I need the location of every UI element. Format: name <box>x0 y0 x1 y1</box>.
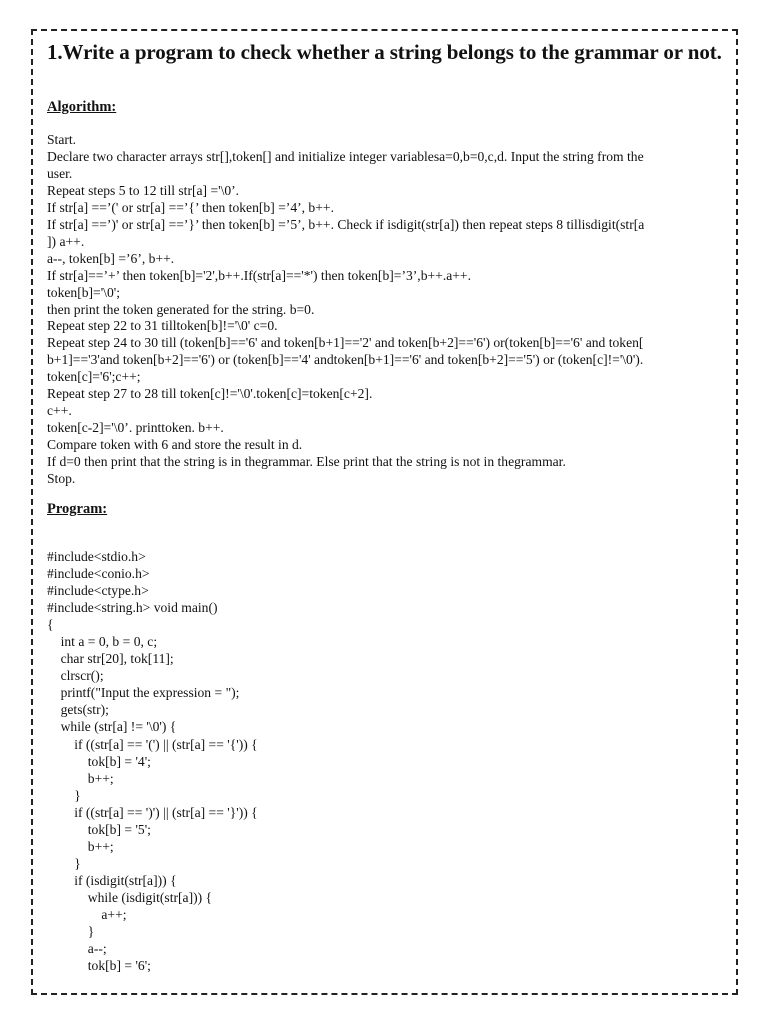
code-line: #include<stdio.h> <box>47 549 146 564</box>
algorithm-line: Stop. <box>47 471 76 487</box>
algorithm-line: Repeat step 24 to 30 till (token[b]=='6' and token[b+1]=='2' and token[b+2]=='6') or(token[b]=='6' and token[ <box>47 335 644 351</box>
code-line: if ((str[a] == '(') || (str[a] == '{')) { <box>47 736 258 752</box>
code-line: a++; <box>47 906 127 922</box>
algorithm-line: If str[a] ==’(' or str[a] ==’{’ then token[b] =’4’, b++. <box>47 199 334 215</box>
algorithm-line: Declare two character arrays str[],token[] and initialize integer variablesa=0,b=0,c,d. Input the string from the <box>47 148 644 164</box>
code-line: b++; <box>47 838 114 854</box>
code-line: tok[b] = '5'; <box>47 821 151 837</box>
page-title: 1.Write a program to check whether a string belongs to the grammar or not. <box>47 40 722 64</box>
code-line: } <box>47 855 81 871</box>
code-line: b++; <box>47 770 114 786</box>
program-code <box>47 548 727 974</box>
code-line: { <box>47 617 54 633</box>
algorithm-line: ]) a++. <box>47 233 85 249</box>
algorithm-heading: Algorithm: <box>47 99 117 115</box>
algorithm-line: If d=0 then print that the string is in thegrammar. Else print that the string is not in thegrammar. <box>47 454 566 470</box>
algorithm-line: Repeat step 22 to 31 tilltoken[b]!='\0' c=0. <box>47 318 278 334</box>
code-line: #include<string.h> void main() <box>47 600 218 616</box>
code-line: #include<ctype.h> <box>47 583 149 599</box>
algorithm-line: Repeat step 27 to 28 till token[c]!='\0'.token[c]=token[c+2]. <box>47 386 373 402</box>
algorithm-line: Compare token with 6 and store the result in d. <box>47 437 303 453</box>
code-line: } <box>47 924 95 940</box>
algorithm-line: c++. <box>47 403 72 419</box>
code-line: tok[b] = '6'; <box>47 958 151 974</box>
algorithm-line: a--, token[b] =’6’, b++. <box>47 250 175 266</box>
algorithm-line: then print the token generated for the string. b=0. <box>47 301 315 317</box>
algorithm-steps <box>47 132 727 488</box>
algorithm-line: user. <box>47 165 73 181</box>
program-heading: Program: <box>47 501 108 517</box>
code-line: if (isdigit(str[a])) { <box>47 872 177 888</box>
code-line: while (str[a] != '\0') { <box>47 719 177 735</box>
code-line: int a = 0, b = 0, c; <box>47 634 158 650</box>
code-line: gets(str); <box>47 702 109 718</box>
algorithm-line: Repeat steps 5 to 12 till str[a] ='\0’. <box>47 182 240 198</box>
algorithm-line: token[b]='\0'; <box>47 284 120 300</box>
code-line: a--; <box>47 941 107 957</box>
algorithm-line: If str[a] ==’)' or str[a] ==’}’ then token[b] =’5’, b++. Check if isdigit(str[a]) then repeat steps 8 tillisdigit(str[a <box>47 216 645 232</box>
code-line: char str[20], tok[11]; <box>47 651 174 667</box>
code-line: if ((str[a] == ')') || (str[a] == '}')) { <box>47 804 258 820</box>
code-line: tok[b] = '4'; <box>47 753 151 769</box>
code-line: } <box>47 787 81 803</box>
algorithm-line: If str[a]==’+’ then token[b]='2',b++.If(str[a]=='*') then token[b]=’3’,b++.a++. <box>47 267 471 283</box>
code-line: printf("Input the expression = "); <box>47 685 240 701</box>
algorithm-line: token[c-2]='\0’. printtoken. b++. <box>47 420 224 436</box>
code-line: #include<conio.h> <box>47 566 150 582</box>
code-line: while (isdigit(str[a])) { <box>47 889 213 905</box>
code-line: clrscr(); <box>47 668 104 684</box>
algorithm-line: token[c]='6';c++; <box>47 369 141 385</box>
algorithm-line: Start. <box>47 132 77 147</box>
algorithm-line: b+1]=='3'and token[b+2]=='6') or (token[b]=='4' andtoken[b+1]=='6' and token[b+2]=='5') or (token[c]!='\0'). <box>47 352 644 368</box>
